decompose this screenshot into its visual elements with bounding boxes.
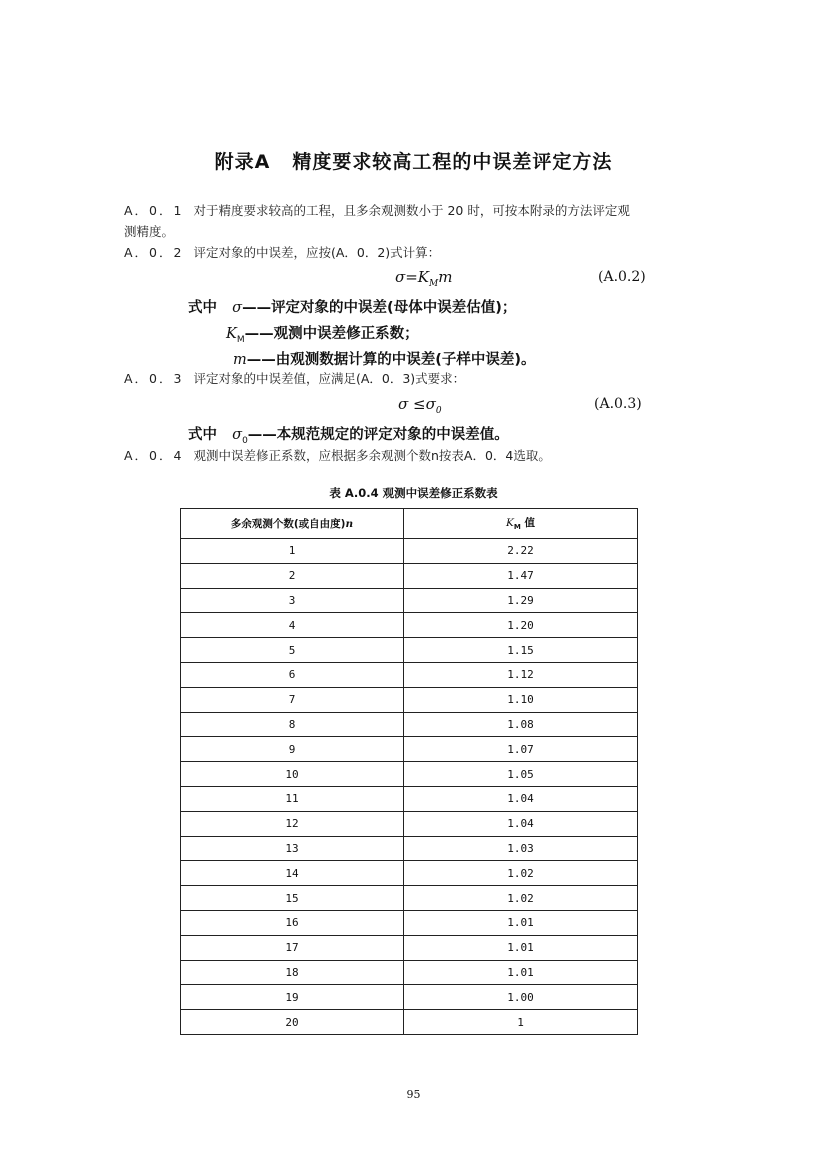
cell-n: 3 [181,588,404,613]
cell-n: 20 [181,1010,404,1035]
cell-km: 1.29 [404,588,638,613]
cell-n: 19 [181,985,404,1010]
cell-km: 1.01 [404,960,638,985]
cell-km: 1.08 [404,712,638,737]
clause-number: A．0．3 [124,371,184,386]
defs-sub: M [236,334,245,345]
formula-a02 [395,268,452,289]
table-row [181,662,638,687]
table-row [181,762,638,787]
cell-n: 1 [181,539,404,564]
cell-km: 1.03 [404,836,638,861]
cell-km: 1.07 [404,737,638,762]
defs-symbol: σ [232,427,243,443]
correction-coefficient-table [180,508,638,1035]
page-number: 95 [406,1088,421,1101]
table-header-row [181,509,638,539]
defs-text: ——本规范规定的评定对象的中误差值。 [247,427,509,443]
cell-km: 1.15 [404,638,638,663]
cell-n: 13 [181,836,404,861]
table-row [181,861,638,886]
defs-text: ——评定对象的中误差(母体中误差估值)； [242,300,517,316]
cell-km: 2.22 [404,539,638,564]
formula-expr: σ ≤σ [398,395,436,413]
table-row [181,1010,638,1035]
cell-n: 16 [181,910,404,935]
defs-sub: 0 [242,435,248,446]
table-row [181,712,638,737]
defs-symbol: σ [232,300,243,316]
cell-n: 10 [181,762,404,787]
clause-text: 对于精度要求较高的工程，且多余观测数小于 20 时，可按本附录的方法评定观 [193,203,630,218]
formula-sub: M [429,279,439,289]
formula-tail: m [438,268,453,286]
appendix-label: 附录A [214,151,271,173]
cell-n: 7 [181,687,404,712]
table-row [181,910,638,935]
table-row [181,613,638,638]
table-row [181,985,638,1010]
cell-km: 1.01 [404,910,638,935]
appendix-title: 精度要求较高工程的中误差评定方法 [292,151,613,173]
cell-n: 2 [181,563,404,588]
header-n-symbol: n [345,518,354,530]
clause-a03 [124,368,704,389]
equation-number-a02: (A.0.2) [598,269,646,285]
defs-symbol: m [233,352,247,368]
table-row [181,563,638,588]
cell-km: 1.47 [404,563,638,588]
cell-n: 17 [181,935,404,960]
clause-text: 评定对象的中误差值，应满足(A．0．3)式要求： [193,371,466,386]
cell-km: 1.01 [404,935,638,960]
definition-km [226,322,419,345]
header-km-symbol: K [506,517,514,530]
cell-km: 1.05 [404,762,638,787]
cell-n: 15 [181,886,404,911]
table-row [181,935,638,960]
clause-number: A．0．2 [124,245,184,260]
formula-a03 [398,395,442,416]
cell-n: 5 [181,638,404,663]
table-row [181,539,638,564]
cell-n: 9 [181,737,404,762]
cell-km: 1.20 [404,613,638,638]
definition-sigma [188,296,516,317]
clause-number: A．0．1 [124,203,184,218]
defs-lead: 式中 [188,427,217,443]
cell-km: 1.02 [404,861,638,886]
header-n-text: 多余观测个数(或自由度) [230,518,346,530]
clause-a01 [124,200,704,242]
cell-km: 1.12 [404,662,638,687]
page-title [0,147,827,174]
table-row [181,836,638,861]
defs-lead: 式中 [188,300,217,316]
table-row [181,960,638,985]
cell-km: 1.04 [404,786,638,811]
defs-symbol: K [226,326,237,342]
cell-km: 1 [404,1010,638,1035]
clause-number: A．0．4 [124,448,184,463]
cell-n: 12 [181,811,404,836]
cell-km: 1.04 [404,811,638,836]
table-row [181,886,638,911]
clause-text-cont: 测精度。 [124,224,175,239]
cell-n: 18 [181,960,404,985]
cell-n: 11 [181,786,404,811]
equation-number-a03: (A.0.3) [594,396,642,412]
header-n [181,509,404,539]
header-km [404,509,638,539]
table-row [181,638,638,663]
clause-text: 观测中误差修正系数，应根据多余观测个数n按表A．0．4选取。 [193,448,551,463]
table-row [181,737,638,762]
formula-expr: σ=K [395,268,430,286]
cell-n: 6 [181,662,404,687]
formula-sub: 0 [435,406,442,416]
table-row [181,786,638,811]
clause-a02 [124,242,704,263]
table-row [181,588,638,613]
cell-n: 4 [181,613,404,638]
definition-m [233,348,536,369]
cell-km: 1.02 [404,886,638,911]
cell-km: 1.00 [404,985,638,1010]
clause-a04 [124,445,704,466]
clause-text: 评定对象的中误差，应按(A．0．2)式计算： [193,245,441,260]
header-km-text: 值 [520,517,535,530]
defs-text: ——观测中误差修正系数； [244,326,419,342]
defs-text: ——由观测数据计算的中误差(子样中误差)。 [246,352,536,368]
table-row [181,811,638,836]
header-km-sub: M [513,523,521,532]
table-caption: 表 A.0.4 观测中误差修正系数表 [329,486,498,500]
cell-km: 1.10 [404,687,638,712]
definition-sigma0 [188,423,509,446]
cell-n: 14 [181,861,404,886]
cell-n: 8 [181,712,404,737]
table-row [181,687,638,712]
